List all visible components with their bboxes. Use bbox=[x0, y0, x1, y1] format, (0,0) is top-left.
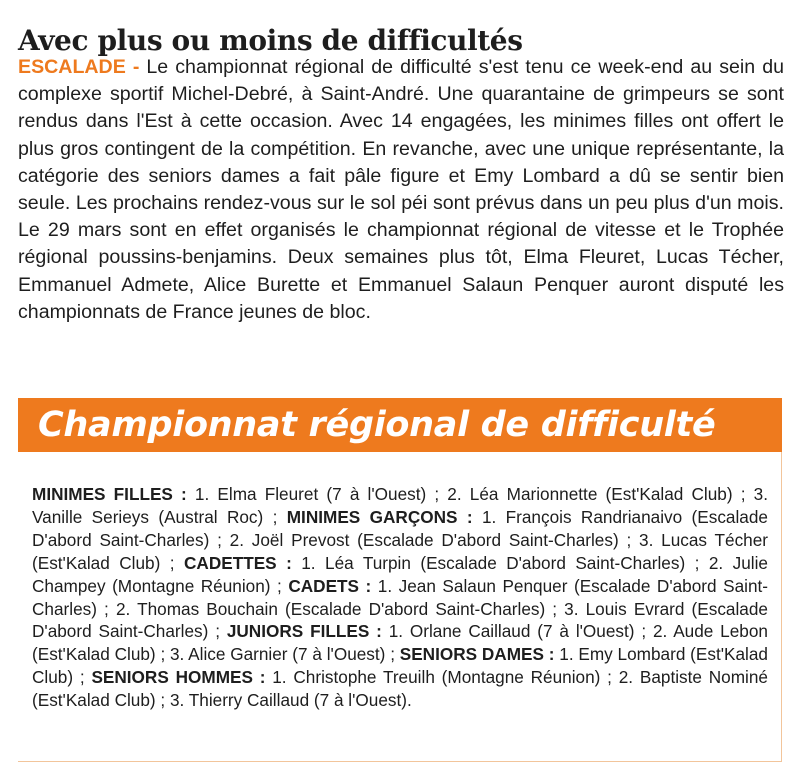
category-results-seniors-dames: 1. Emy Lombard (Est'Kalad Club) ; bbox=[32, 644, 768, 688]
category-label-seniors-dames: SENIORS DAMES : bbox=[399, 644, 555, 665]
category-results-minimes-filles: 1. Elma Fleuret (7 à l'Ouest) ; 2. Léa Marionnette (Est'Kalad Club) ; 3. Vanille Serieys (Austral Roc) ; bbox=[32, 484, 768, 527]
article-body bbox=[18, 54, 784, 326]
category-label-juniors-filles: JUNIORS FILLES : bbox=[226, 621, 382, 642]
category-label-cadettes: CADETTES : bbox=[184, 552, 292, 573]
category-label-cadets: CADETS : bbox=[288, 575, 372, 596]
category-label-minimes-garcons: MINIMES GARÇONS : bbox=[286, 506, 473, 527]
results-list bbox=[32, 483, 768, 712]
category-results-minimes-garcons: 1. François Randrianaivo (Escalade D'abord Saint-Charles) ; 2. Joël Prevost (Escalade D'abord Saint-Charles) ; 3. Lucas Técher (Est'Kalad Club) ; bbox=[32, 506, 768, 573]
results-banner-title: Championnat régional de difficulté bbox=[38, 405, 716, 445]
category-results-juniors-filles: 1. Orlane Caillaud (7 à l'Ouest) ; 2. Aude Lebon (Est'Kalad Club) ; 3. Alice Garnier (7 à l'Ouest) ; bbox=[32, 621, 768, 665]
category-label-minimes-filles: MINIMES FILLES : bbox=[32, 484, 187, 504]
category-results-seniors-hommes: 1. Christophe Treuilh (Montagne Réunion) ; 2. Baptiste Nominé (Est'Kalad Club) ; 3. Thierry Caillaud (7 à l'Ouest). bbox=[32, 667, 768, 711]
results-banner bbox=[18, 398, 782, 452]
category-label-seniors-hommes: SENIORS HOMMES : bbox=[91, 667, 266, 688]
article-text: Le championnat régional de difficulté s'est tenu ce week-end au sein du complexe sportif Michel-Debré, à Saint-André. Une quarantaine de grimpeurs se sont rendus dans l'Est à cette occasion. Avec 14 engagées, les minimes filles ont offert le plus gros contingent de la compétition. En revanche, avec une unique représentante, la catégorie des seniors dames a fait pâle figure et Emy Lombard a dû se sentir bien seule. Les prochains rendez-vous sur le sol péi sont prévus dans un peu plus d'un mois. Le 29 mars sont en effet organisés le championnat régional de vitesse et le Trophée régional poussins-benjamins. Deux semaines plus tôt, Elma Fleuret, Lucas Técher, Emmanuel Admete, Alice Burette et Emmanuel Salaun Penquer auront disputé les championnats de France jeunes de bloc. bbox=[18, 56, 784, 323]
category-results-cadets: 1. Jean Salaun Penquer (Escalade D'abord Saint-Charles) ; 2. Thomas Bouchain (Escalade D'abord Saint-Charles) ; 3. Louis Evrard (Escalade D'abord Saint-Charles) ; bbox=[32, 575, 768, 642]
article-kicker: ESCALADE - bbox=[18, 56, 140, 78]
category-results-cadettes: 1. Léa Turpin (Escalade D'abord Saint-Charles) ; 2. Julie Champey (Montagne Réunion) ; bbox=[32, 552, 768, 596]
article-title: Avec plus ou moins de difficultés bbox=[18, 23, 523, 57]
